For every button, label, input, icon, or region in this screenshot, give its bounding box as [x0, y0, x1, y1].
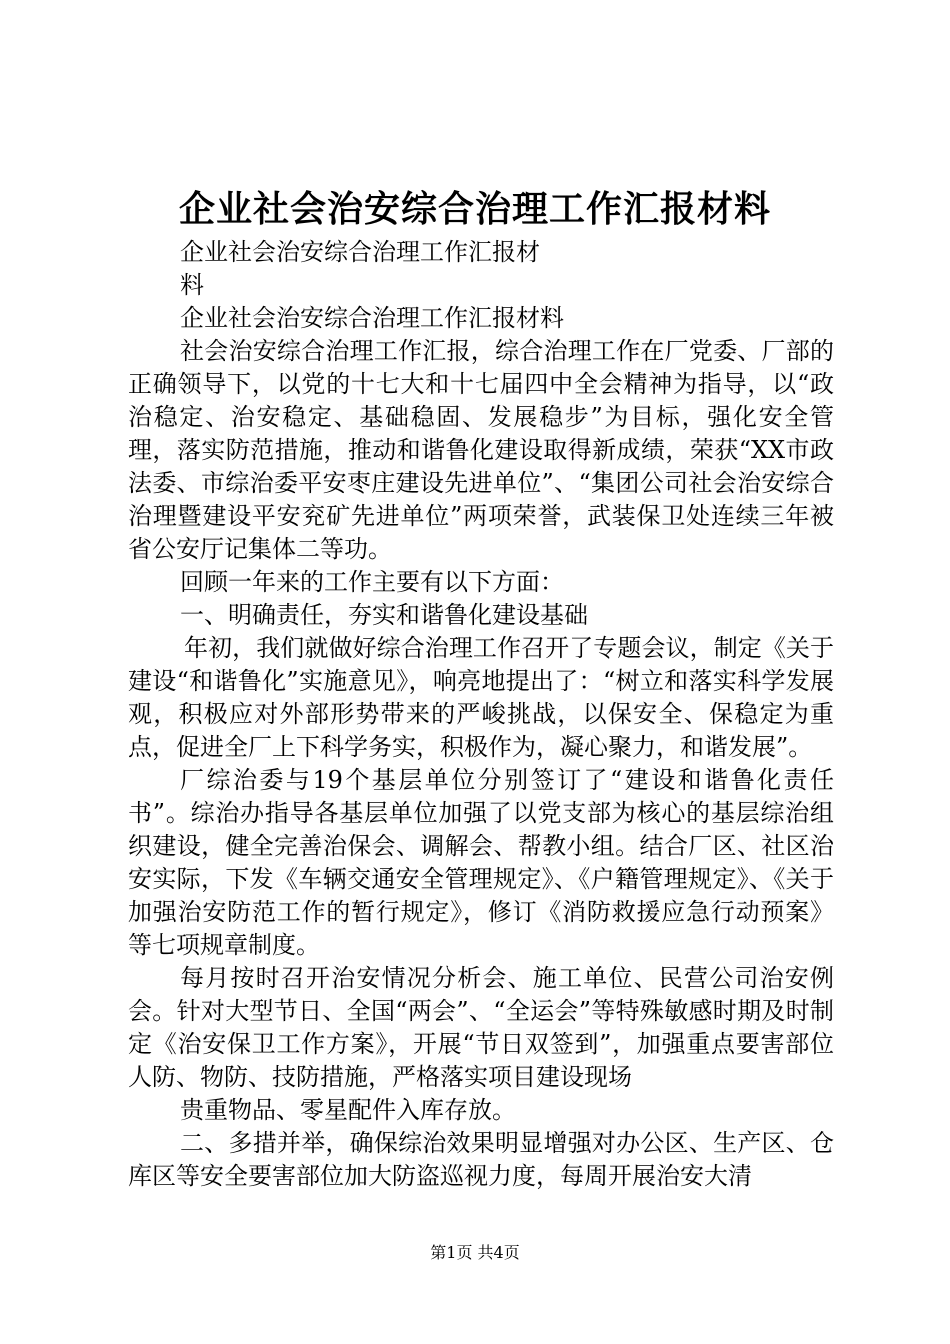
- subtitle-line-1: 企业社会治安综合治理工作汇报材: [180, 238, 540, 266]
- paragraph: 厂综治委与19个基层单位分别签订了“建设和谐鲁化责任书”。综治办指导各基层单位加强了以党支部为核心的基层综治组织建设，健全完善治保会、调解会、帮教小组。结合厂区、社区治安实际，下发《车辆交通安全管理规定》、《户籍管理规定》、《关于加强治安防范工作的暂行规定》，修订《消防救援应急行动预案》等七项规章制度。: [128, 766, 834, 959]
- section-heading: 一、明确责任，夯实和谐鲁化建设基础: [180, 601, 588, 629]
- document-title: 企业社会治安综合治理工作汇报材料: [178, 188, 771, 230]
- paragraph: 年初，我们就做好综合治理工作召开了专题会议，制定《关于建设“和谐鲁化”实施意见》，响亮地提出了：“树立和落实科学发展观，积极应对外部形势带来的严峻挑战，以保安全、保稳定为重点，促进全厂上下科学务实，积极作为，凝心聚力，和谐发展”。: [128, 634, 834, 761]
- paragraph: 每月按时召开治安情况分析会、施工单位、民营公司治安例会。针对大型节日、全国“两会”、“全运会”等特殊敏感时期及时制定《治安保卫工作方案》，开展“节日双签到”，加强重点要害部位人防、物防、技防措施，严格落实项目建设现场: [128, 964, 834, 1091]
- subtitle-line-2: 料: [180, 271, 204, 299]
- subtitle-repeat: 企业社会治安综合治理工作汇报材料: [180, 304, 564, 332]
- document-body: [128, 236, 834, 1193]
- paragraph: 社会治安综合治理工作汇报，综合治理工作在厂党委、厂部的正确领导下，以党的十七大和十七届四中全会精神为指导，以“政治稳定、治安稳定、基础稳固、发展稳步”为目标，强化安全管理，落实防范措施，推动和谐鲁化建设取得新成绩，荣获“XX市政法委、市综治委平安枣庄建设先进单位”、“集团公司社会治安综合治理暨建设平安兖矿先进单位”两项荣誉，武装保卫处连续三年被省公安厅记集体二等功。: [128, 337, 834, 563]
- page-footer: 第1页 共4页: [430, 1243, 520, 1262]
- paragraph: 贵重物品、零星配件入库存放。: [180, 1096, 516, 1124]
- section-heading: 二、多措并举，确保综治效果明显增强对办公区、生产区、仓库区等安全要害部位加大防盗巡视力度，每周开展治安大清: [128, 1129, 834, 1190]
- paragraph: 回顾一年来的工作主要有以下方面：: [180, 568, 564, 596]
